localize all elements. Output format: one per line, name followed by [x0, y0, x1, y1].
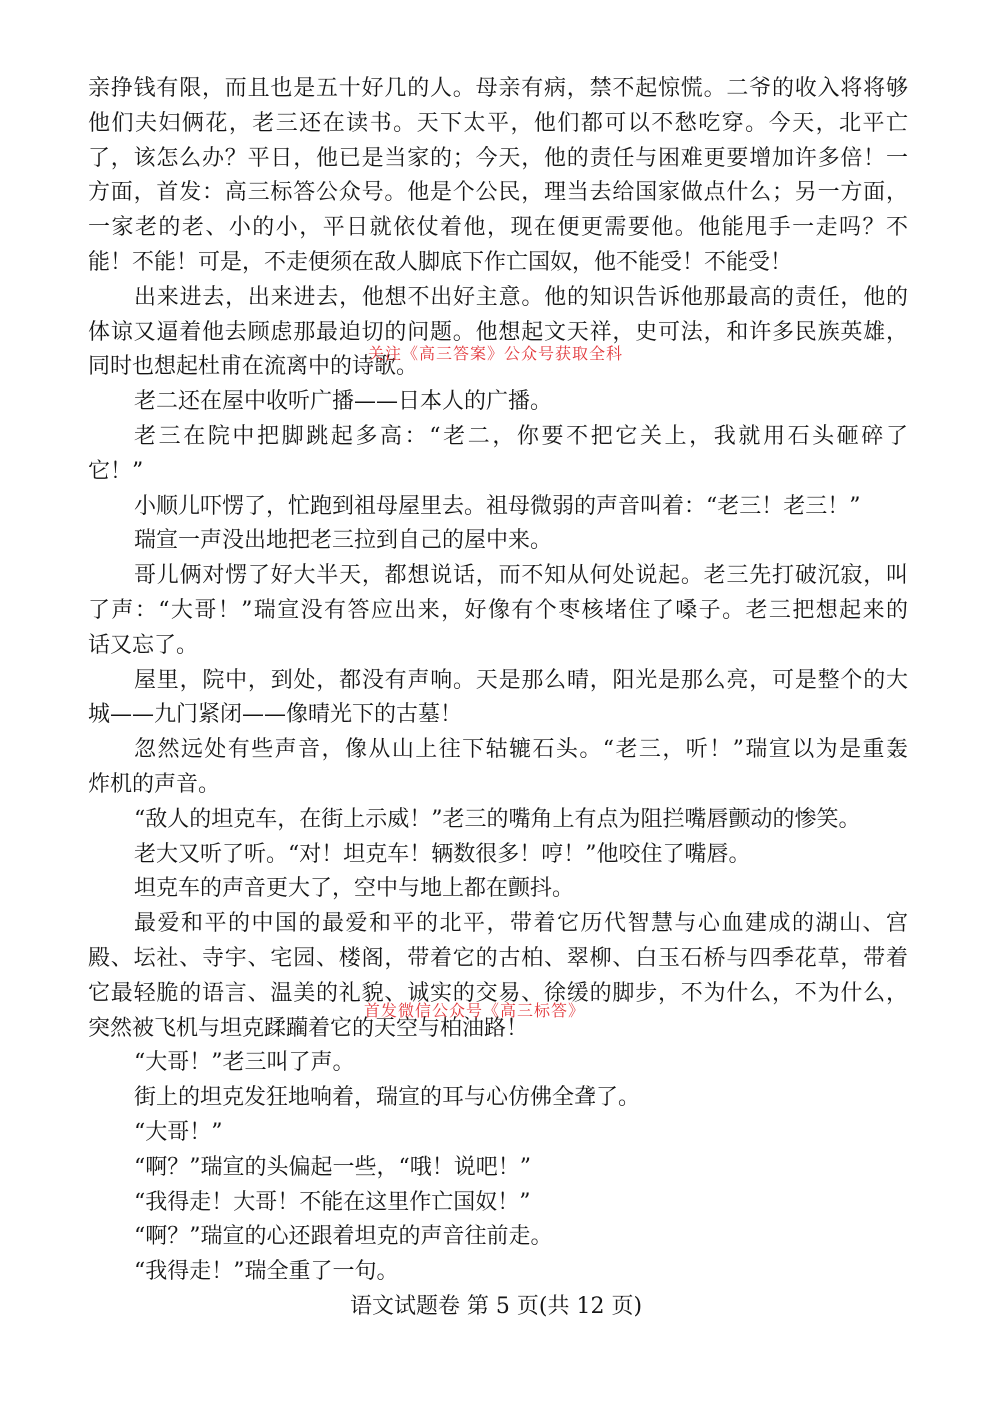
text-line: 街上的坦克发狂地响着，瑞宣的耳与心仿佛全聋了。	[134, 1085, 641, 1111]
text-line: “啊？”瑞宣的头偏起一些，“哦！说吧！”	[134, 1154, 531, 1180]
text-line: 城——九门紧闭——像晴光下的古墓！	[88, 702, 463, 728]
paragraph	[88, 524, 908, 559]
paragraph	[88, 803, 908, 838]
text-line: 忽然远处有些声音，像从山上往下轱辘石头。“老三，听！”瑞宣以为是重轰	[134, 737, 908, 763]
text-line: 殿、坛社、寺宇、宅园、楼阁，带着它的古柏、翠柳、白玉石桥与四季花草，带着	[88, 945, 908, 971]
text-line: 了，该怎么办？平日，他已是当家的；今天，他的责任与困难更要增加许多倍！一	[88, 145, 908, 171]
text-line: “我得走！”瑞全重了一句。	[134, 1259, 399, 1285]
paragraph	[88, 559, 908, 663]
text-line: 一家老的老、小的小，平日就依仗着他，现在便更需要他。他能甩手一走吗？不	[88, 215, 908, 241]
paragraph	[88, 490, 908, 525]
text-line: 他们夫妇俩花，老三还在读书。天下太平，他们都可以不愁吃穿。今天，北平亡	[88, 110, 908, 136]
paragraph	[88, 420, 908, 490]
text-line: 亲挣钱有限，而且也是五十好几的人。母亲有病，禁不起惊慌。二爷的收入将将够	[88, 76, 908, 101]
text-line: 最爱和平的中国的最爱和平的北平，带着它历代智慧与心血建成的湖山、宫	[134, 911, 908, 937]
text-line: 炸机的声音。	[88, 771, 221, 797]
text-line: 瑞宣一声没出地把老三拉到自己的屋中来。	[134, 528, 553, 554]
text-line: 突然被飞机与坦克蹂躏着它的天空与柏油路！	[88, 1015, 529, 1041]
watermark-text: 关注《高三答案》公众号获取全科	[368, 344, 624, 363]
text-line: 能！不能！可是，不走便须在敌人脚底下作亡国奴，他不能受！不能受！	[88, 249, 793, 275]
watermark-text: 首发微信公众号《高三标答》	[364, 1001, 586, 1020]
text-line: “敌人的坦克车，在街上示威！”老三的嘴角上有点为阻拦嘴唇颤动的惨笑。	[134, 806, 861, 832]
paragraph	[88, 385, 908, 420]
text-line: 了声：“大哥！”瑞宣没有答应出来，好像有个枣核堵住了嗓子。老三把想起来的	[88, 597, 908, 623]
paragraph	[88, 281, 908, 385]
paragraph	[88, 664, 908, 734]
paragraph	[88, 1081, 908, 1116]
paragraph	[88, 1220, 908, 1255]
text-line: 哥儿俩对愣了好大半天，都想说话，而不知从何处说起。老三先打破沉寂，叫	[134, 563, 908, 589]
paragraph	[88, 72, 908, 281]
text-line: 它最轻脆的语言、温美的礼貌、诚实的交易、徐缓的脚步，不为什么，不为什么，	[88, 980, 908, 1006]
paragraph	[88, 1255, 908, 1290]
paragraph	[88, 1116, 908, 1151]
text-line: 老大又听了听。“对！坦克车！辆数很多！哼！”他咬住了嘴唇。	[134, 841, 751, 867]
text-line: 小顺儿吓愣了，忙跑到祖母屋里去。祖母微弱的声音叫着：“老三！老三！”	[134, 493, 861, 519]
paragraph	[88, 733, 908, 803]
paragraph	[88, 907, 908, 1046]
paragraph	[88, 1186, 908, 1221]
text-line: 出来进去，出来进去，他想不出好主意。他的知识告诉他那最高的责任，他的	[134, 284, 908, 310]
text-line: 老三在院中把脚跳起多高：“老二，你要不把它关上，我就用石头砸碎了	[134, 423, 908, 449]
paragraph	[88, 838, 908, 873]
text-line: 体谅又逼着他去顾虑那最迫切的问题。他想起文天祥，史可法，和许多民族英雄，	[88, 319, 908, 345]
text-line: 老二还在屋中收听广播——日本人的广播。	[134, 389, 553, 415]
text-line: “我得走！大哥！不能在这里作亡国奴！”	[134, 1189, 531, 1215]
paragraph	[88, 1046, 908, 1081]
text-line: 屋里，院中，到处，都没有声响。天是那么晴，阳光是那么亮，可是整个的大	[134, 667, 908, 693]
body-text	[88, 72, 908, 1290]
text-line: 方面，首发：高三标答公众号。他是个公民，理当去给国家做点什么；另一方面，	[88, 180, 908, 206]
text-line: 坦克车的声音更大了，空中与地上都在颤抖。	[134, 876, 575, 902]
paragraph	[88, 872, 908, 907]
text-line: “啊？”瑞宣的心还跟着坦克的声音往前走。	[134, 1224, 553, 1250]
text-line: 它！”	[88, 458, 144, 484]
text-line: 同时也想起杜甫在流离中的诗歌。	[88, 354, 419, 380]
paragraph	[88, 1151, 908, 1186]
text-line: “大哥！”老三叫了声。	[134, 1050, 355, 1076]
page-footer: 语文试题卷 第 5 页(共 12 页)	[349, 1294, 643, 1319]
text-line: 话又忘了。	[88, 632, 199, 658]
text-line: “大哥！”	[134, 1119, 223, 1145]
